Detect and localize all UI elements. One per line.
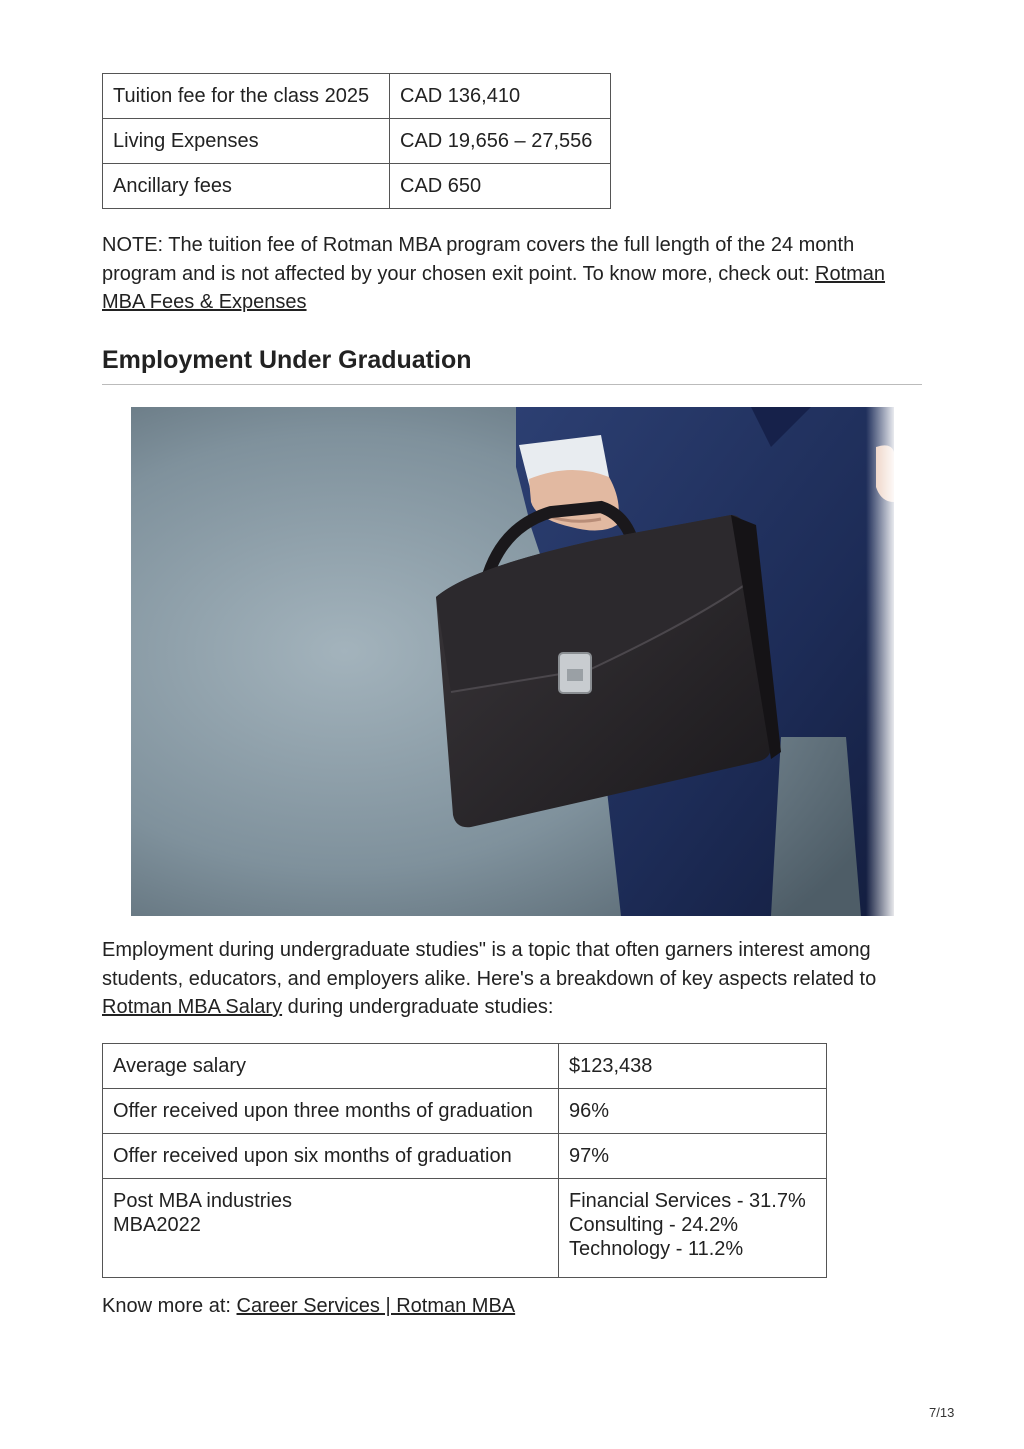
fee-note-text: NOTE: The tuition fee of Rotman MBA program covers the full length of the 24 month program and is not affected by your chosen exit point. To know more, check out: — [102, 234, 855, 285]
table-cell-value — [559, 1179, 827, 1278]
table-cell-label: Ancillary fees — [103, 164, 390, 209]
section-divider — [102, 384, 922, 385]
page-number: 7/13 — [929, 1405, 955, 1420]
table-row — [103, 164, 611, 209]
table-cell-value: 97% — [559, 1134, 827, 1179]
cell-line: Post MBA industries — [113, 1190, 292, 1212]
fee-note — [102, 231, 922, 317]
know-more — [102, 1292, 515, 1320]
table-cell-value: CAD 650 — [390, 164, 611, 209]
table-row — [103, 1134, 827, 1179]
know-more-text: Know more at: — [102, 1295, 237, 1317]
cell-line: Financial Services - 31.7% — [569, 1190, 806, 1212]
table-cell-label: Offer received upon six months of graduation — [103, 1134, 559, 1179]
employment-intro — [102, 936, 922, 1022]
cell-line: Technology - 11.2% — [569, 1238, 744, 1260]
cell-line: MBA2022 — [113, 1214, 201, 1236]
table-row — [103, 1044, 827, 1089]
table-row — [103, 119, 611, 164]
table-row — [103, 1089, 827, 1134]
table-cell-value: 96% — [559, 1089, 827, 1134]
table-cell-label: Living Expenses — [103, 119, 390, 164]
fees-expenses-link[interactable]: Rotman MBA Fees & Expenses — [102, 262, 886, 313]
table-row — [103, 1179, 827, 1278]
briefcase-photo — [131, 407, 894, 916]
table-cell-label — [103, 1179, 559, 1278]
table-cell-label: Offer received upon three months of graduation — [103, 1089, 559, 1134]
table-cell-value: $123,438 — [559, 1044, 827, 1089]
table-cell-label: Average salary — [103, 1044, 559, 1089]
fees-table — [102, 73, 611, 209]
section-title: Employment Under Graduation — [102, 346, 472, 374]
intro-text-end: during undergraduate studies: — [282, 996, 554, 1018]
table-cell-value: CAD 19,656 – 27,556 — [390, 119, 611, 164]
table-cell-label: Tuition fee for the class 2025 — [103, 74, 390, 119]
employment-table — [102, 1043, 827, 1278]
intro-text: Employment during undergraduate studies" is a topic that often garners interest among students, educators, and employers alike. Here's a breakdown of key aspects related to — [102, 939, 877, 990]
career-services-link[interactable]: Career Services | Rotman MBA — [236, 1295, 516, 1317]
table-row — [103, 74, 611, 119]
table-cell-value: CAD 136,410 — [390, 74, 611, 119]
cell-line: Consulting - 24.2% — [569, 1214, 738, 1236]
rotman-salary-link[interactable]: Rotman MBA Salary — [102, 996, 283, 1018]
